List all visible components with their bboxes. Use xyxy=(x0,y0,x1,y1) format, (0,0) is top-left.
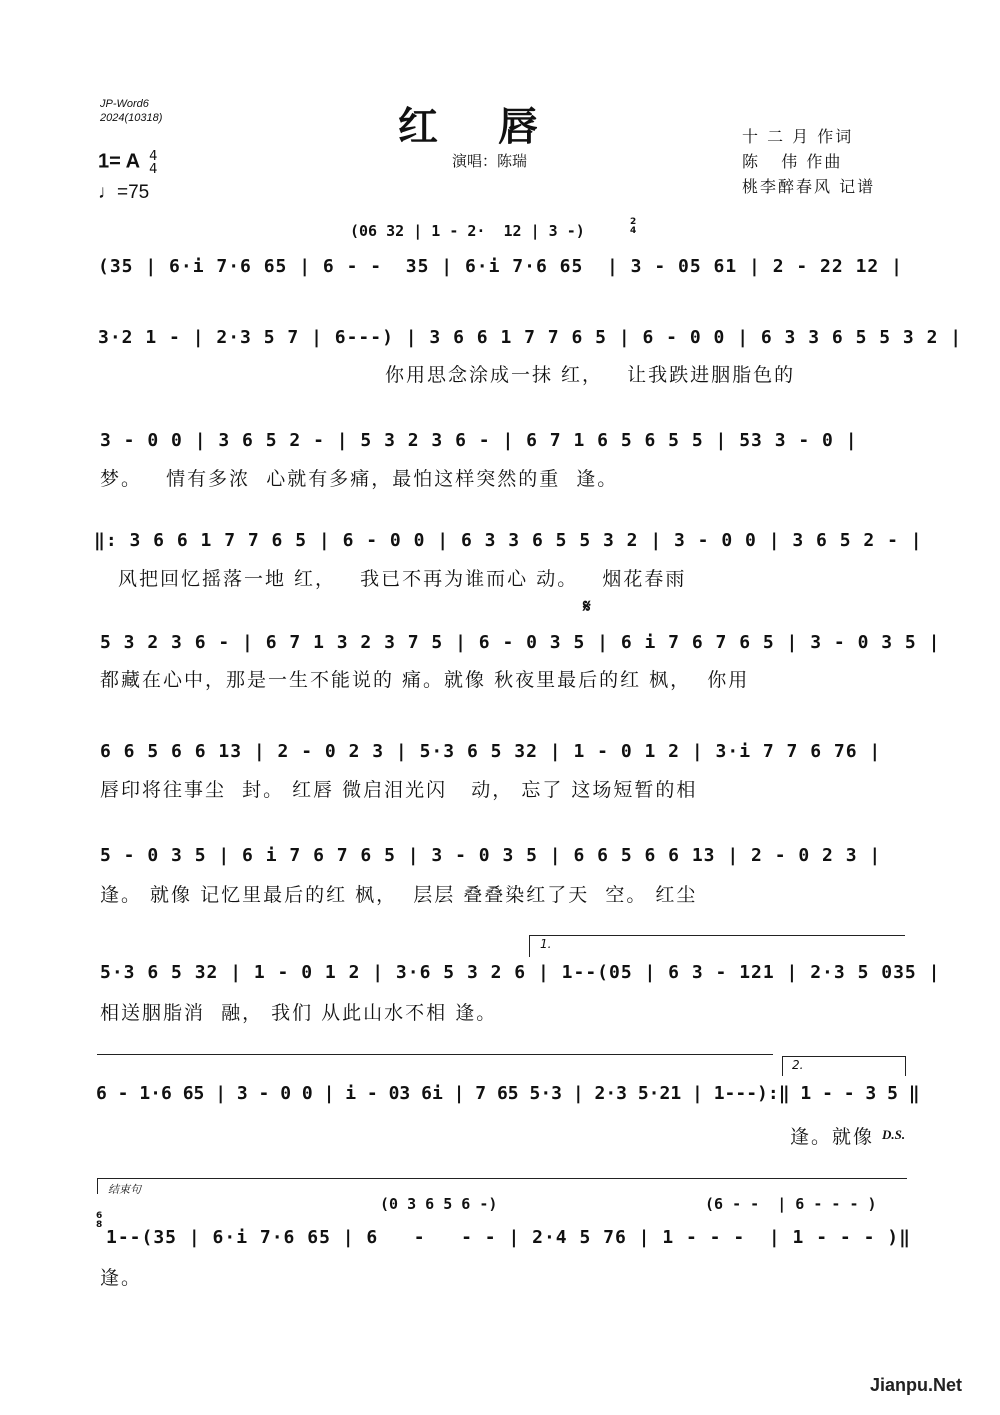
ds-mark: D.S. xyxy=(882,1127,906,1142)
lyricist-credit: 十 二 月 作词 xyxy=(742,127,854,146)
notation-row-10: 1--(35 | 6·i 7·6 65 | 6 - - - | 2·4 5 76 | 1 - - - | 1 - - - )‖ xyxy=(106,1227,911,1248)
intro-hint: (06 32 | 1 - 2· 12 | 3 -) xyxy=(350,222,585,240)
key-signature xyxy=(98,150,157,176)
lyrics-row-5: 都藏在心中，那是一生不能说的 痛。就像 秋夜里最后的红 枫， 你用 xyxy=(100,669,750,691)
time-signature xyxy=(149,150,157,176)
ending-bracket-edge xyxy=(97,1178,98,1194)
ending-time-top: 6 xyxy=(96,1211,103,1221)
software-name: JP-Word6 xyxy=(100,98,149,110)
segno-icon: 𝄋 xyxy=(583,596,591,617)
notation-row-9: 6 - 1·6 65 | 3 - 0 0 | i - 03 6i | 7 65 5·3 | 2·3 5·21 | 1---):‖ 1 - - 3 5 ‖ xyxy=(96,1083,920,1104)
lyrics-row-8: 相送胭脂消 融， 我们 从此山水不相 逢。 xyxy=(100,1002,498,1024)
composer-credit: 陈 伟 作曲 xyxy=(742,152,843,171)
quarter-note-icon: ♩ xyxy=(98,182,117,203)
time-top: 4 xyxy=(149,149,158,164)
tempo-value: =75 xyxy=(117,182,150,203)
tempo-mark xyxy=(98,182,149,204)
volta-2-bracket-end xyxy=(905,1056,906,1076)
singer: 演唱：陈瑞 xyxy=(452,152,528,170)
ending-time-bottom: 8 xyxy=(96,1220,103,1230)
time-bottom: 4 xyxy=(149,162,158,177)
notation-row-3: 3 - 0 0 | 3 6 5 2 - | 5 3 2 3 6 - | 6 7 1 6 5 6 5 5 | 53 3 - 0 | xyxy=(100,430,858,451)
ending-label: 结束句 xyxy=(108,1183,141,1196)
ending-bracket xyxy=(97,1178,907,1179)
notation-row-2: 3·2 1 - | 2·3 5 7 | 6---) | 3 6 6 1 7 7 6 5 | 6 - 0 0 | 6 3 3 6 5 5 3 2 | xyxy=(98,327,963,348)
lyrics-row-4: 风把回忆摇落一地 红， 我已不再为谁而心 动。 烟花春雨 xyxy=(118,568,687,590)
lyrics-row-10: 逢。 xyxy=(100,1267,143,1289)
volta-1-label: 1. xyxy=(540,937,552,951)
volta-1-bracket-edge xyxy=(529,935,530,957)
ending-hint: (0 3 6 5 6 -) xyxy=(380,1195,498,1213)
software-version: 2024(10318) xyxy=(100,112,163,124)
volta-1-continuation xyxy=(97,1054,773,1055)
volta-1-bracket xyxy=(529,935,905,936)
hint-time-bottom: 4 xyxy=(630,226,637,236)
notation-row-4: ‖: 3 6 6 1 7 7 6 5 | 6 - 0 0 | 6 3 3 6 5 5 3 2 | 3 - 0 0 | 3 6 5 2 - | xyxy=(94,530,923,551)
lyrics-row-3: 梦。 情有多浓 心就有多痛，最怕这样突然的重 逢。 xyxy=(100,468,619,490)
ending-time-signature xyxy=(96,1212,102,1230)
volta-2-bracket xyxy=(782,1056,906,1057)
lyrics-row-9: 逢。就像 xyxy=(790,1126,875,1148)
hint-time-signature xyxy=(630,218,636,236)
watermark: Jianpu.Net xyxy=(870,1375,963,1395)
volta-2-label: 2. xyxy=(792,1058,804,1072)
lyrics-row-6: 唇印将往事尘 封。 红唇 微启泪光闪 动， 忘了 这场短暂的相 xyxy=(100,779,698,801)
volta-2-bracket-edge xyxy=(782,1056,783,1076)
notation-row-8: 5·3 6 5 32 | 1 - 0 1 2 | 3·6 5 3 2 6 | 1--(05 | 6 3 - 121 | 2·3 5 035 | xyxy=(100,962,941,983)
notation-row-5: 5 3 2 3 6 - | 6 7 1 3 2 3 7 5 | 6 - 0 3 5 | 6 i 7 6 7 6 5 | 3 - 0 3 5 | xyxy=(100,632,941,653)
notation-row-1: (35 | 6·i 7·6 65 | 6 - - 35 | 6·i 7·6 65 | 3 - 05 61 | 2 - 22 12 | xyxy=(98,256,903,277)
transcriber-credit: 桃李醉春风 记谱 xyxy=(742,177,876,196)
notation-row-6: 6 6 5 6 6 13 | 2 - 0 2 3 | 5·3 6 5 32 | 1 - 0 1 2 | 3·i 7 7 6 76 | xyxy=(100,741,882,762)
ending-hint-2: (6 - - | 6 - - - ) xyxy=(705,1195,877,1213)
page-title: 红唇 xyxy=(398,103,598,150)
lyrics-row-2: 你用思念涂成一抹 红， 让我跌进胭脂色的 xyxy=(385,364,796,386)
hint-time-top: 2 xyxy=(630,217,637,227)
notation-row-7: 5 - 0 3 5 | 6 i 7 6 7 6 5 | 3 - 0 3 5 | 6 6 5 6 6 13 | 2 - 0 2 3 | xyxy=(100,845,882,866)
lyrics-row-7: 逢。 就像 记忆里最后的红 枫， 层层 叠叠染红了天 空。 红尘 xyxy=(100,884,698,906)
key-label: 1= A xyxy=(98,150,141,173)
